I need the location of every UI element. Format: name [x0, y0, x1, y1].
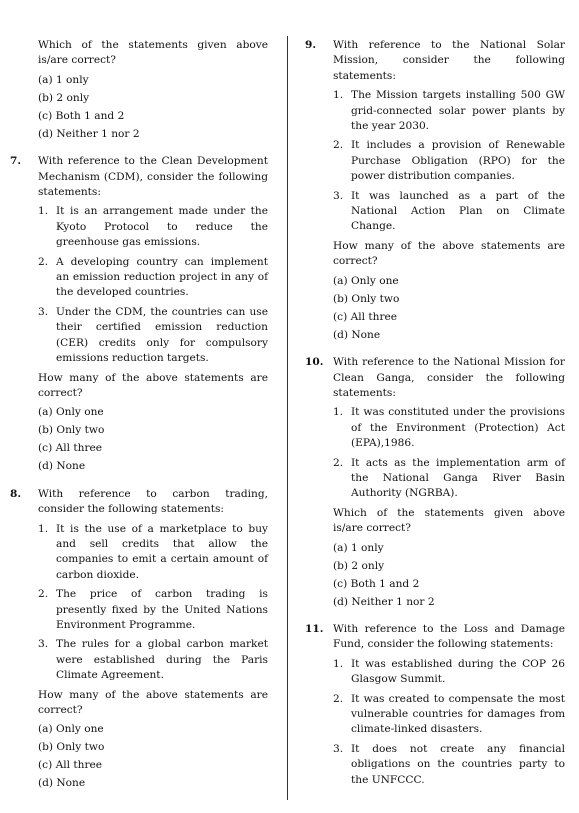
- statement-number: 2.: [333, 692, 344, 705]
- statement-item: [38, 255, 268, 301]
- statement-text: It was constituted under the provisions of the Environment (Protection) Act (EPA),1986.: [351, 406, 565, 450]
- question-number: 11.: [305, 622, 324, 635]
- options-list: [305, 541, 565, 610]
- question-10-stem-wrap: [305, 355, 565, 401]
- statement-item: [38, 204, 268, 250]
- statements-list: [10, 204, 268, 366]
- statement-item: [333, 189, 565, 235]
- question-7: [10, 154, 268, 475]
- statement-text: It acts as the implementation arm of the National Ganga River Basin Authority (NGRBA).: [351, 456, 565, 500]
- question-prompt: Which of the statements given above is/are correct?: [333, 506, 565, 535]
- statement-number: 2.: [38, 588, 49, 601]
- statement-text: It is the use of a marketplace to buy and sell credits that allow the companies to emit a certain amount of carbon dioxide.: [56, 522, 268, 581]
- statement-text: It was created to compensate the most vulnerable countries for damages from climate-linked disasters.: [351, 692, 565, 736]
- question-9: [305, 38, 565, 343]
- option-c: (c) Both 1 and 2: [333, 577, 420, 590]
- question-stem: With reference to the Clean Development Mechanism (CDM), consider the following statements:: [38, 155, 268, 199]
- statement-number: 1.: [333, 89, 344, 102]
- statement-number: 2.: [333, 456, 344, 469]
- statement-item: [38, 587, 268, 633]
- statement-number: 1.: [38, 522, 49, 535]
- statement-item: [333, 405, 565, 451]
- option-d: (d) Neither 1 nor 2: [333, 595, 435, 608]
- statement-item: [333, 692, 565, 738]
- option-d: (d) None: [38, 777, 86, 790]
- statement-text: It includes a provision of Renewable Purchase Obligation (RPO) for the power distribution companies.: [351, 139, 565, 183]
- statement-number: 3.: [38, 638, 49, 651]
- statement-text: The Mission targets installing 500 GW grid-connected solar power plants by the year 2030.: [351, 89, 565, 133]
- question-number: 7.: [10, 155, 22, 168]
- question-prompt: Which of the statements given above is/are correct?: [38, 39, 268, 67]
- statement-item: [333, 88, 565, 134]
- options-list: [10, 405, 268, 474]
- option-b: (b) Only two: [333, 292, 400, 305]
- option-a: (a) Only one: [38, 723, 104, 736]
- question-stem: With reference to the National Solar Mission, consider the following statements:: [333, 39, 565, 82]
- option-c: (c) All three: [38, 759, 103, 772]
- option-c: (c) Both 1 and 2: [38, 109, 125, 122]
- option-c: (c) All three: [38, 442, 103, 455]
- statement-item: [333, 138, 565, 184]
- statement-item: [38, 522, 268, 584]
- statement-text: Under the CDM, the countries can use their certified emission reduction (CER) credits only for compulsory emissions reduction targets.: [56, 305, 268, 365]
- question-stem: With reference to the National Mission for Clean Ganga, consider the following statements:: [333, 356, 565, 399]
- statement-number: 1.: [333, 657, 344, 670]
- option-a: (a) 1 only: [333, 541, 384, 554]
- statement-text: The rules for a global carbon market were established during the Paris Climate Agreement.: [56, 638, 268, 682]
- statement-text: The price of carbon trading is presently fixed by the United Nations Environment Programme.: [56, 588, 268, 631]
- statement-number: 3.: [333, 742, 344, 755]
- statement-text: It was launched as a part of the National Action Plan on Climate Change.: [351, 189, 565, 233]
- statement-item: [333, 742, 565, 788]
- column-divider: [287, 36, 288, 800]
- statement-text: It does not create any financial obligations on the countries party to the UNFCCC.: [351, 742, 565, 786]
- question-11-stem-wrap: [305, 622, 565, 653]
- option-b: (b) Only two: [38, 424, 105, 437]
- statement-number: 2.: [38, 255, 49, 268]
- statement-text: A developing country can implement an emission reduction project in any of the developed countries.: [56, 255, 268, 299]
- statements-list: [305, 405, 565, 501]
- question-8-stem-wrap: [10, 487, 268, 518]
- statement-text: It was established during the COP 26 Glasgow Summit.: [351, 657, 565, 686]
- question-11: [305, 622, 565, 788]
- option-a: (a) Only one: [333, 274, 399, 287]
- options-list: [10, 73, 268, 142]
- option-b: (b) Only two: [38, 741, 105, 754]
- statements-list: [10, 522, 268, 684]
- statements-list: [305, 88, 565, 235]
- question-stem: With reference to the Loss and Damage Fund, consider the following statements:: [333, 622, 565, 651]
- option-d: (d) None: [333, 328, 381, 341]
- option-a: (a) Only one: [38, 406, 104, 419]
- statement-item: [333, 657, 565, 688]
- question-number: 9.: [305, 39, 317, 51]
- question-stem: With reference to carbon trading, consider the following statements:: [38, 487, 268, 516]
- statement-number: 2.: [333, 139, 344, 152]
- question-prompt: How many of the above statements are correct?: [333, 239, 565, 268]
- statement-text: It is an arrangement made under the Kyoto Protocol to reduce the greenhouse gas emissions.: [56, 205, 268, 249]
- options-list: [10, 722, 268, 791]
- options-list: [305, 274, 565, 343]
- question-number: 8.: [10, 487, 22, 500]
- option-b: (b) 2 only: [38, 91, 90, 104]
- question-number: 10.: [305, 356, 324, 369]
- question-9-stem-wrap: [305, 38, 565, 84]
- question-8: [10, 487, 268, 792]
- statements-list: [305, 657, 565, 788]
- statement-number: 1.: [333, 406, 344, 419]
- statement-item: [38, 305, 268, 367]
- option-c: (c) All three: [333, 310, 398, 323]
- right-column: [305, 38, 565, 800]
- option-d: (d) None: [38, 460, 86, 473]
- statement-item: [38, 637, 268, 683]
- question-prompt: How many of the above statements are correct?: [38, 371, 268, 399]
- statement-item: [333, 456, 565, 502]
- question-prompt: How many of the above statements are correct?: [38, 688, 268, 716]
- option-a: (a) 1 only: [38, 73, 89, 86]
- option-d: (d) Neither 1 nor 2: [38, 127, 140, 140]
- statement-number: 3.: [333, 189, 344, 202]
- option-b: (b) 2 only: [333, 559, 385, 572]
- question-7-stem-wrap: [10, 154, 268, 200]
- left-column: [10, 38, 268, 804]
- question-6-continuation: [10, 38, 268, 142]
- question-10: [305, 355, 565, 610]
- statement-number: 3.: [38, 305, 49, 318]
- statement-number: 1.: [38, 205, 49, 218]
